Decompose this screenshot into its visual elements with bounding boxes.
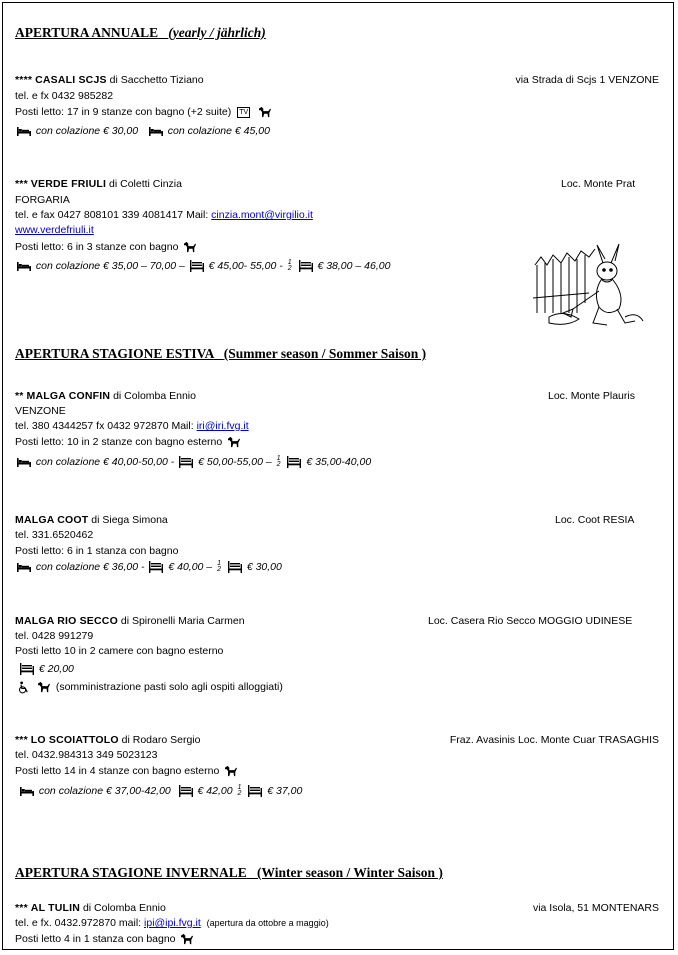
rio-prices bbox=[15, 662, 74, 676]
section-summer-sub: (Summer season / Sommer Saison ) bbox=[223, 346, 427, 361]
coot-header bbox=[15, 513, 168, 527]
verde-owner: di Coletti Cinzia bbox=[109, 178, 182, 190]
scoiattolo-owner: di Rodaro Sergio bbox=[121, 734, 201, 746]
bed-icon bbox=[17, 562, 31, 572]
verde-name: VERDE FRIULI bbox=[30, 178, 107, 190]
scoiattolo-phone: tel. 0432.984313 349 5023123 bbox=[15, 749, 158, 761]
scoiattolo-price-single: con colazione € 37,00-42,00 bbox=[38, 785, 171, 797]
rio-name: MALGA RIO SECCO bbox=[15, 615, 118, 627]
casali-beds-text: Posti letto: 17 in 9 stanze con bagno (+2 suite) bbox=[15, 106, 232, 118]
half-fraction: 1 2 bbox=[217, 560, 221, 574]
scoiattolo-name: LO SCOIATTOLO bbox=[30, 734, 119, 746]
dog-icon bbox=[183, 241, 197, 253]
verde-prices bbox=[15, 259, 390, 273]
wheelchair-icon bbox=[17, 681, 30, 694]
double-bed-icon bbox=[149, 561, 163, 573]
dog-icon bbox=[180, 933, 194, 945]
section-winter-title bbox=[15, 865, 443, 881]
rio-beds: Posti letto 10 in 2 camere con bagno esterno bbox=[15, 645, 224, 657]
tulin-stars: *** bbox=[15, 902, 28, 914]
coot-name: MALGA COOT bbox=[15, 514, 89, 526]
half-fraction: 1 2 bbox=[276, 455, 281, 469]
tulin-beds bbox=[15, 932, 196, 946]
coot-owner: di Siega Simona bbox=[91, 514, 168, 526]
dog-icon bbox=[258, 106, 272, 118]
rio-owner: di Spironelli Maria Carmen bbox=[120, 615, 245, 627]
casali-prices bbox=[15, 124, 270, 138]
dog-icon bbox=[37, 681, 51, 693]
scoiattolo-price-double: € 42,00 bbox=[197, 785, 233, 797]
verde-mail-link[interactable]: cinzia.mont@virgilio.it bbox=[211, 209, 313, 221]
coot-price-half: € 30,00 bbox=[246, 561, 282, 573]
confin-price-single: con colazione € 40,00-50,00 - bbox=[35, 456, 175, 468]
section-annual-main: APERTURA ANNUALE bbox=[15, 25, 159, 40]
verde-address2: FORGARIA bbox=[15, 194, 70, 206]
rio-phone: tel. 0428 991279 bbox=[15, 630, 94, 642]
coot-price-double: € 40,00 – bbox=[168, 561, 213, 573]
tulin-phone bbox=[15, 916, 329, 930]
section-annual-sub: (yearly / jährlich) bbox=[168, 25, 266, 40]
bed-icon bbox=[149, 126, 163, 136]
confin-address2: VENZONE bbox=[15, 405, 66, 417]
scoiattolo-beds bbox=[15, 764, 240, 778]
double-bed-icon bbox=[299, 260, 313, 272]
rio-address: Loc. Casera Rio Secco MOGGIO UDINESE bbox=[428, 615, 633, 627]
casali-owner: di Sacchetto Tiziano bbox=[109, 74, 204, 86]
tulin-phone-text: tel. e fx. 0432.972870 mail: bbox=[15, 917, 142, 929]
scoiattolo-prices bbox=[15, 784, 302, 798]
rio-note: (somministrazione pasti solo agli ospiti alloggiati) bbox=[55, 681, 283, 693]
confin-price-double: € 50,00-55,00 – bbox=[198, 456, 272, 468]
double-bed-icon bbox=[248, 785, 262, 797]
confin-phone-text: tel. 380 4344257 fx 0432 972870 Mail: bbox=[15, 420, 194, 432]
coot-beds: Posti letto: 6 in 1 stanza con bagno bbox=[15, 545, 179, 557]
casali-header bbox=[15, 73, 204, 87]
tulin-mail-link[interactable]: ipi@ipi.fvg.it bbox=[144, 917, 201, 929]
section-winter-sub: (Winter season / Winter Saison ) bbox=[256, 865, 443, 880]
double-bed-icon bbox=[20, 663, 34, 675]
verde-phone-text: tel. e fax 0427 808101 339 4081417 Mail: bbox=[15, 209, 209, 221]
coot-prices bbox=[15, 560, 282, 574]
tv-icon: TV bbox=[239, 108, 249, 116]
casali-beds bbox=[15, 105, 274, 119]
confin-beds bbox=[15, 435, 243, 449]
double-bed-icon bbox=[179, 785, 193, 797]
verde-phone bbox=[15, 208, 313, 222]
tulin-name: AL TULIN bbox=[30, 902, 81, 914]
dog-icon bbox=[224, 765, 238, 777]
casali-price-double: con colazione € 45,00 bbox=[167, 125, 270, 137]
tulin-address: via Isola, 51 MONTENARS bbox=[532, 902, 659, 914]
rio-price-double: € 20,00 bbox=[38, 663, 74, 675]
double-bed-icon bbox=[228, 561, 242, 573]
confin-owner: di Colomba Ennio bbox=[113, 390, 196, 402]
coot-price-single: con colazione € 36,00 - bbox=[35, 561, 145, 573]
verde-header bbox=[15, 177, 182, 191]
casali-stars: **** bbox=[15, 74, 33, 86]
casali-phone: tel. e fx 0432 985282 bbox=[15, 90, 114, 102]
confin-address: Loc. Monte Plauris bbox=[548, 390, 635, 402]
coot-address: Loc. Coot RESIA bbox=[555, 514, 635, 526]
half-fraction: 1 2 bbox=[237, 784, 242, 798]
rio-notes bbox=[15, 680, 283, 694]
bed-icon bbox=[17, 261, 31, 271]
casali-address: via Strada di Scjs 1 VENZONE bbox=[515, 74, 659, 86]
confin-price-half: € 35,00-40,00 bbox=[306, 456, 372, 468]
scoiattolo-price-half: € 37,00 bbox=[267, 785, 303, 797]
verde-web-link[interactable]: www.verdefriuli.it bbox=[15, 224, 94, 236]
casali-price-single: con colazione € 30,00 bbox=[35, 125, 139, 137]
confin-beds-text: Posti letto: 10 in 2 stanze con bagno esterno bbox=[15, 436, 223, 448]
verde-price-half: € 38,00 – 46,00 bbox=[317, 260, 391, 272]
bed-icon bbox=[20, 786, 34, 796]
verde-web bbox=[15, 223, 94, 237]
bunny-illustration bbox=[533, 243, 645, 331]
document-frame bbox=[2, 2, 674, 950]
double-bed-icon bbox=[179, 456, 193, 468]
bed-icon bbox=[17, 126, 31, 136]
rio-header bbox=[15, 614, 245, 628]
tulin-owner: di Colomba Ennio bbox=[82, 902, 166, 914]
half-fraction: 1 2 bbox=[287, 259, 292, 273]
scoiattolo-beds-text: Posti letto 14 in 4 stanze con bagno esterno bbox=[15, 765, 220, 777]
confin-header bbox=[15, 389, 196, 403]
coot-phone: tel. 331.6520462 bbox=[15, 529, 94, 541]
verde-price-double: € 45,00- 55,00 - bbox=[208, 260, 283, 272]
verde-beds bbox=[15, 240, 199, 254]
casali-name: CASALI SCJS bbox=[35, 74, 107, 86]
confin-name: MALGA CONFIN bbox=[26, 390, 111, 402]
tulin-beds-text: Posti letto 4 in 1 stanza con bagno bbox=[15, 933, 176, 945]
confin-prices bbox=[15, 455, 371, 469]
scoiattolo-address: Fraz. Avasinis Loc. Monte Cuar TRASAGHIS bbox=[449, 734, 659, 746]
section-annual-title bbox=[15, 25, 266, 41]
dog-icon bbox=[227, 436, 241, 448]
verde-address: Loc. Monte Prat bbox=[561, 178, 636, 190]
confin-phone bbox=[15, 419, 249, 433]
confin-stars: ** bbox=[15, 390, 24, 402]
tulin-period: (apertura da ottobre a maggio) bbox=[206, 918, 329, 928]
confin-mail-link[interactable]: iri@iri.fvg.it bbox=[196, 420, 249, 432]
double-bed-icon bbox=[190, 260, 204, 272]
tulin-header bbox=[15, 901, 166, 915]
double-bed-icon bbox=[287, 456, 301, 468]
verde-beds-text: Posti letto: 6 in 3 stanze con bagno bbox=[15, 241, 179, 253]
section-winter-main: APERTURA STAGIONE INVERNALE bbox=[15, 865, 247, 880]
scoiattolo-header bbox=[15, 733, 200, 747]
verde-stars: *** bbox=[15, 178, 28, 190]
verde-price-single: con colazione € 35,00 – 70,00 – bbox=[35, 260, 185, 272]
section-summer-title bbox=[15, 346, 426, 362]
section-summer-main: APERTURA STAGIONE ESTIVA bbox=[15, 346, 214, 361]
bed-icon bbox=[17, 457, 31, 467]
scoiattolo-stars: *** bbox=[15, 734, 28, 746]
